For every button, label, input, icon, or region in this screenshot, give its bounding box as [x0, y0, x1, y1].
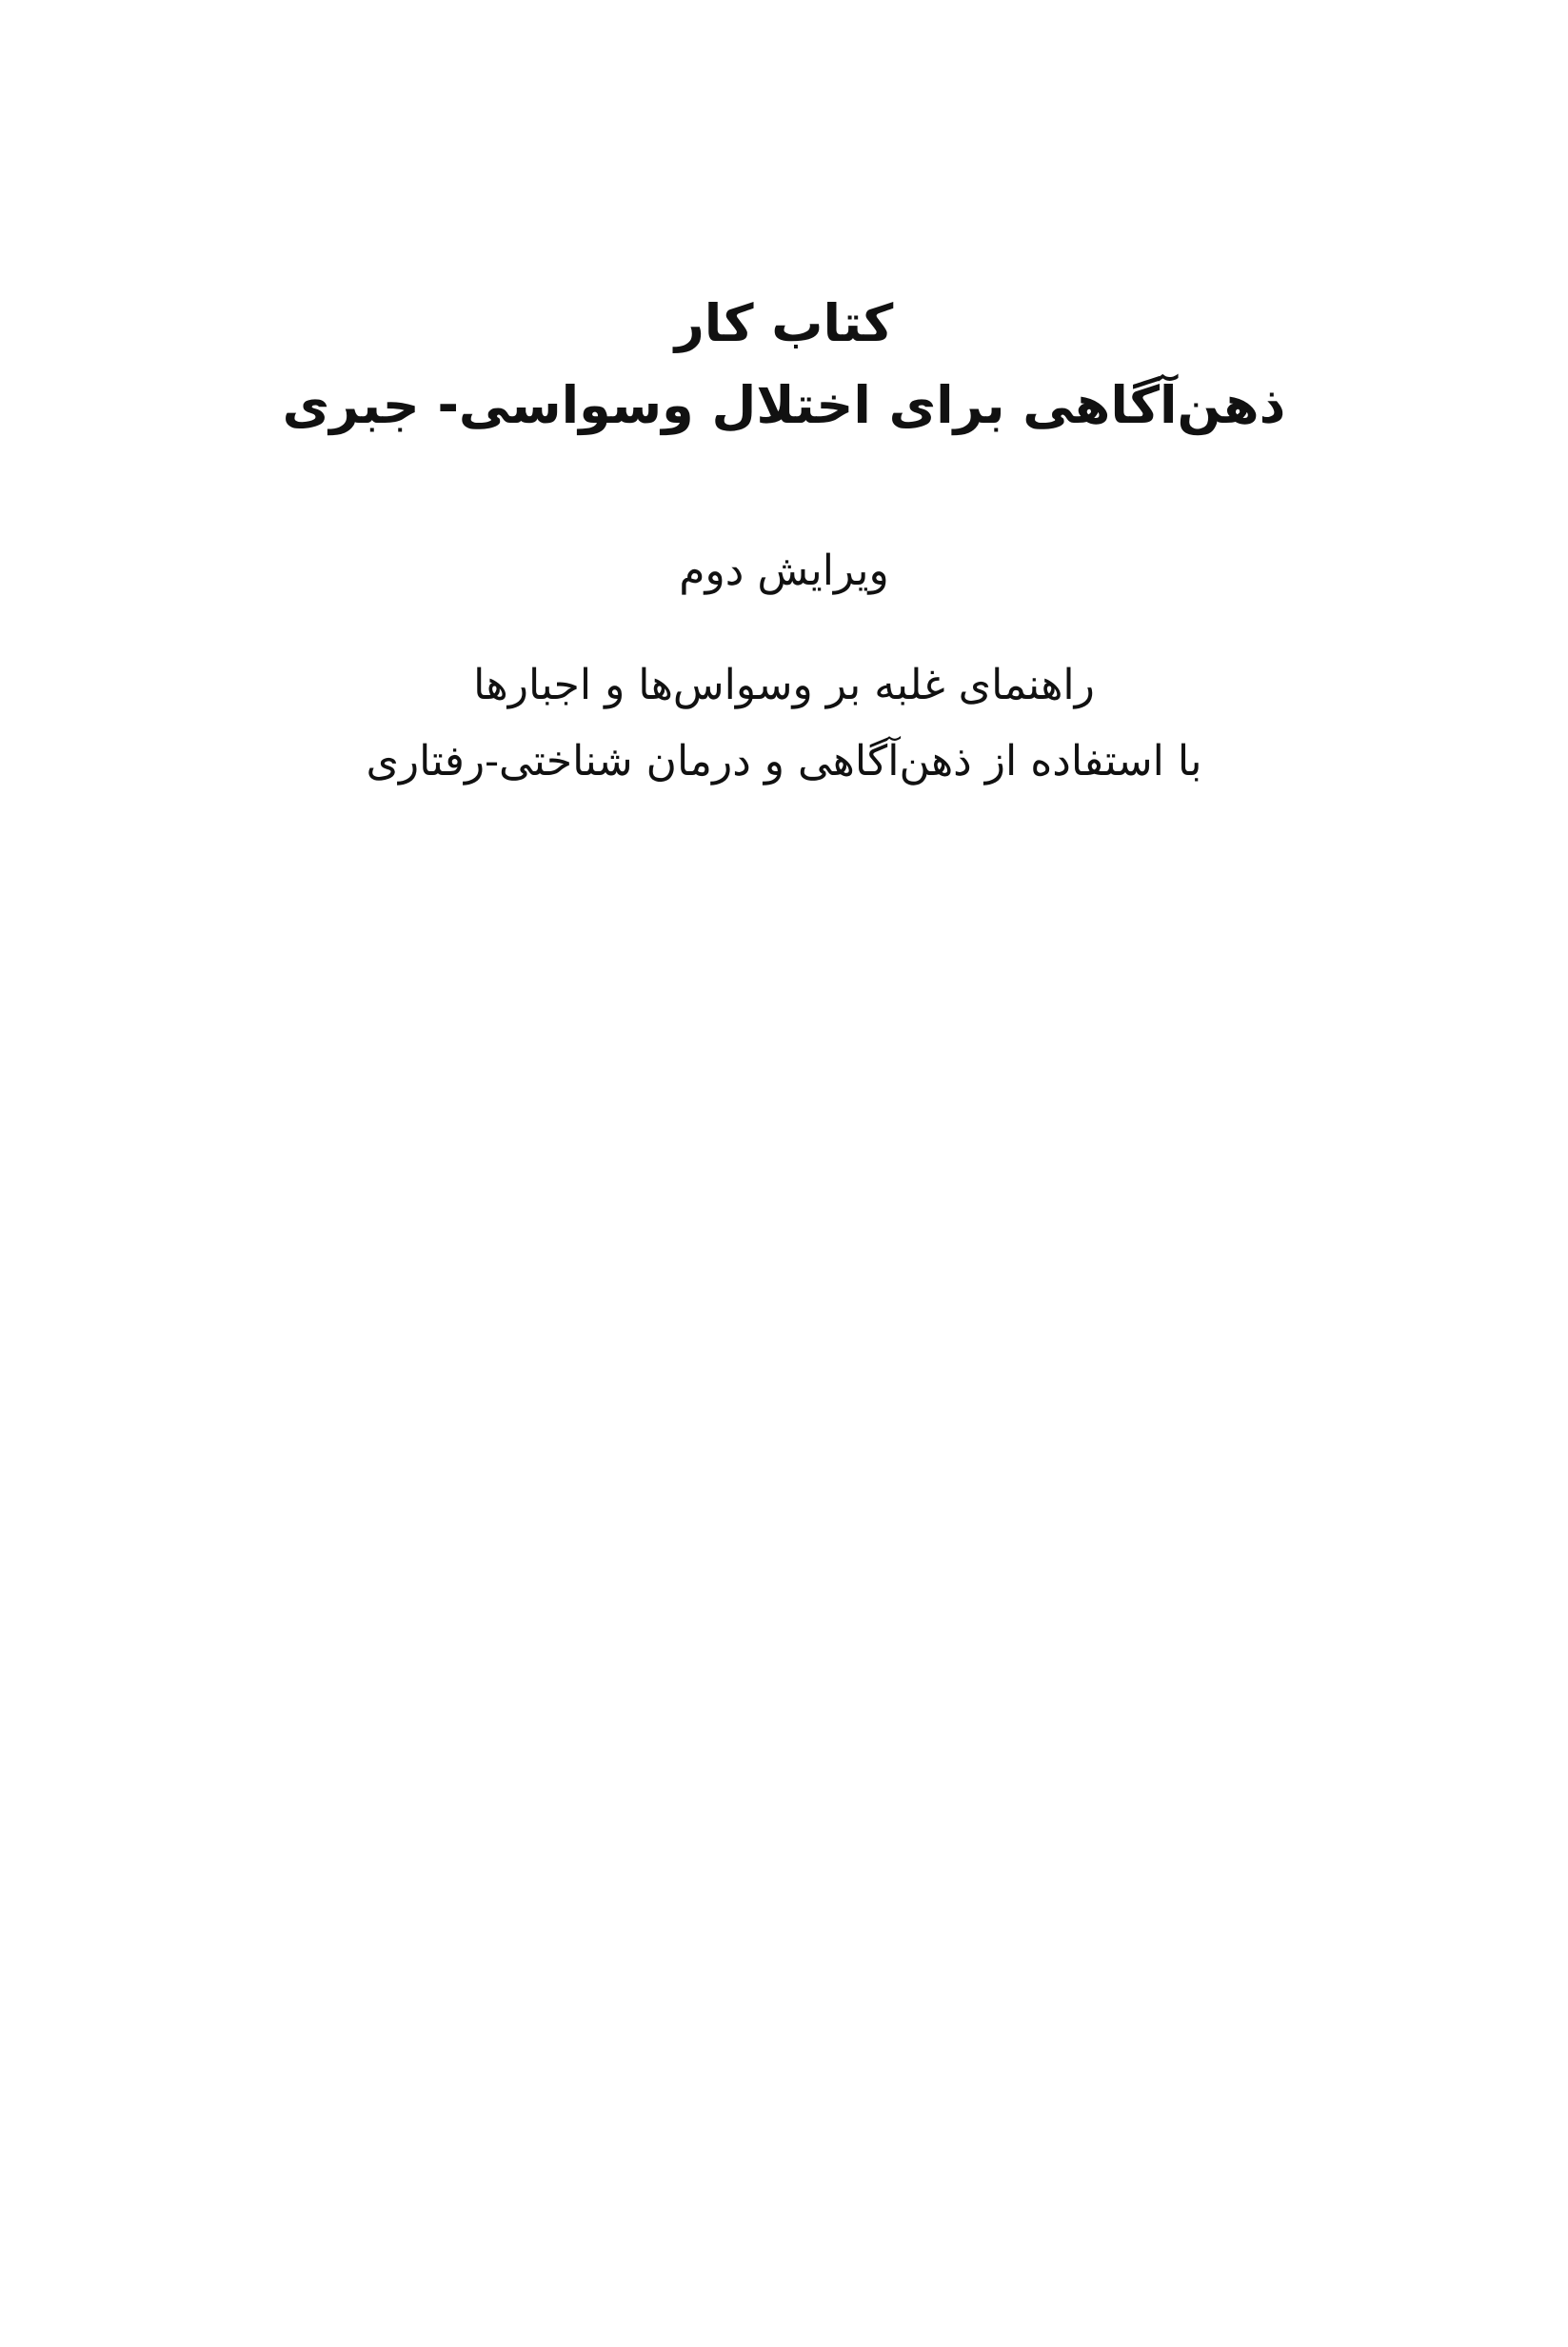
- subtitle-line-2: با استفاده از ذهن‌آگاهی و درمان شناختی-رفتاری: [366, 737, 1202, 786]
- book-subtitle: [0, 647, 1568, 800]
- subtitle-line-1: راهنمای غلبه بر وسواس‌ها و اجبارها: [473, 661, 1095, 709]
- book-title: [0, 286, 1568, 444]
- title-line-2: ذهن‌آگاهی برای اختلال وسواسی- جبری: [282, 375, 1286, 435]
- edition-label: ویرایش دوم: [679, 547, 889, 595]
- title-line-1: کتاب کار: [674, 293, 894, 353]
